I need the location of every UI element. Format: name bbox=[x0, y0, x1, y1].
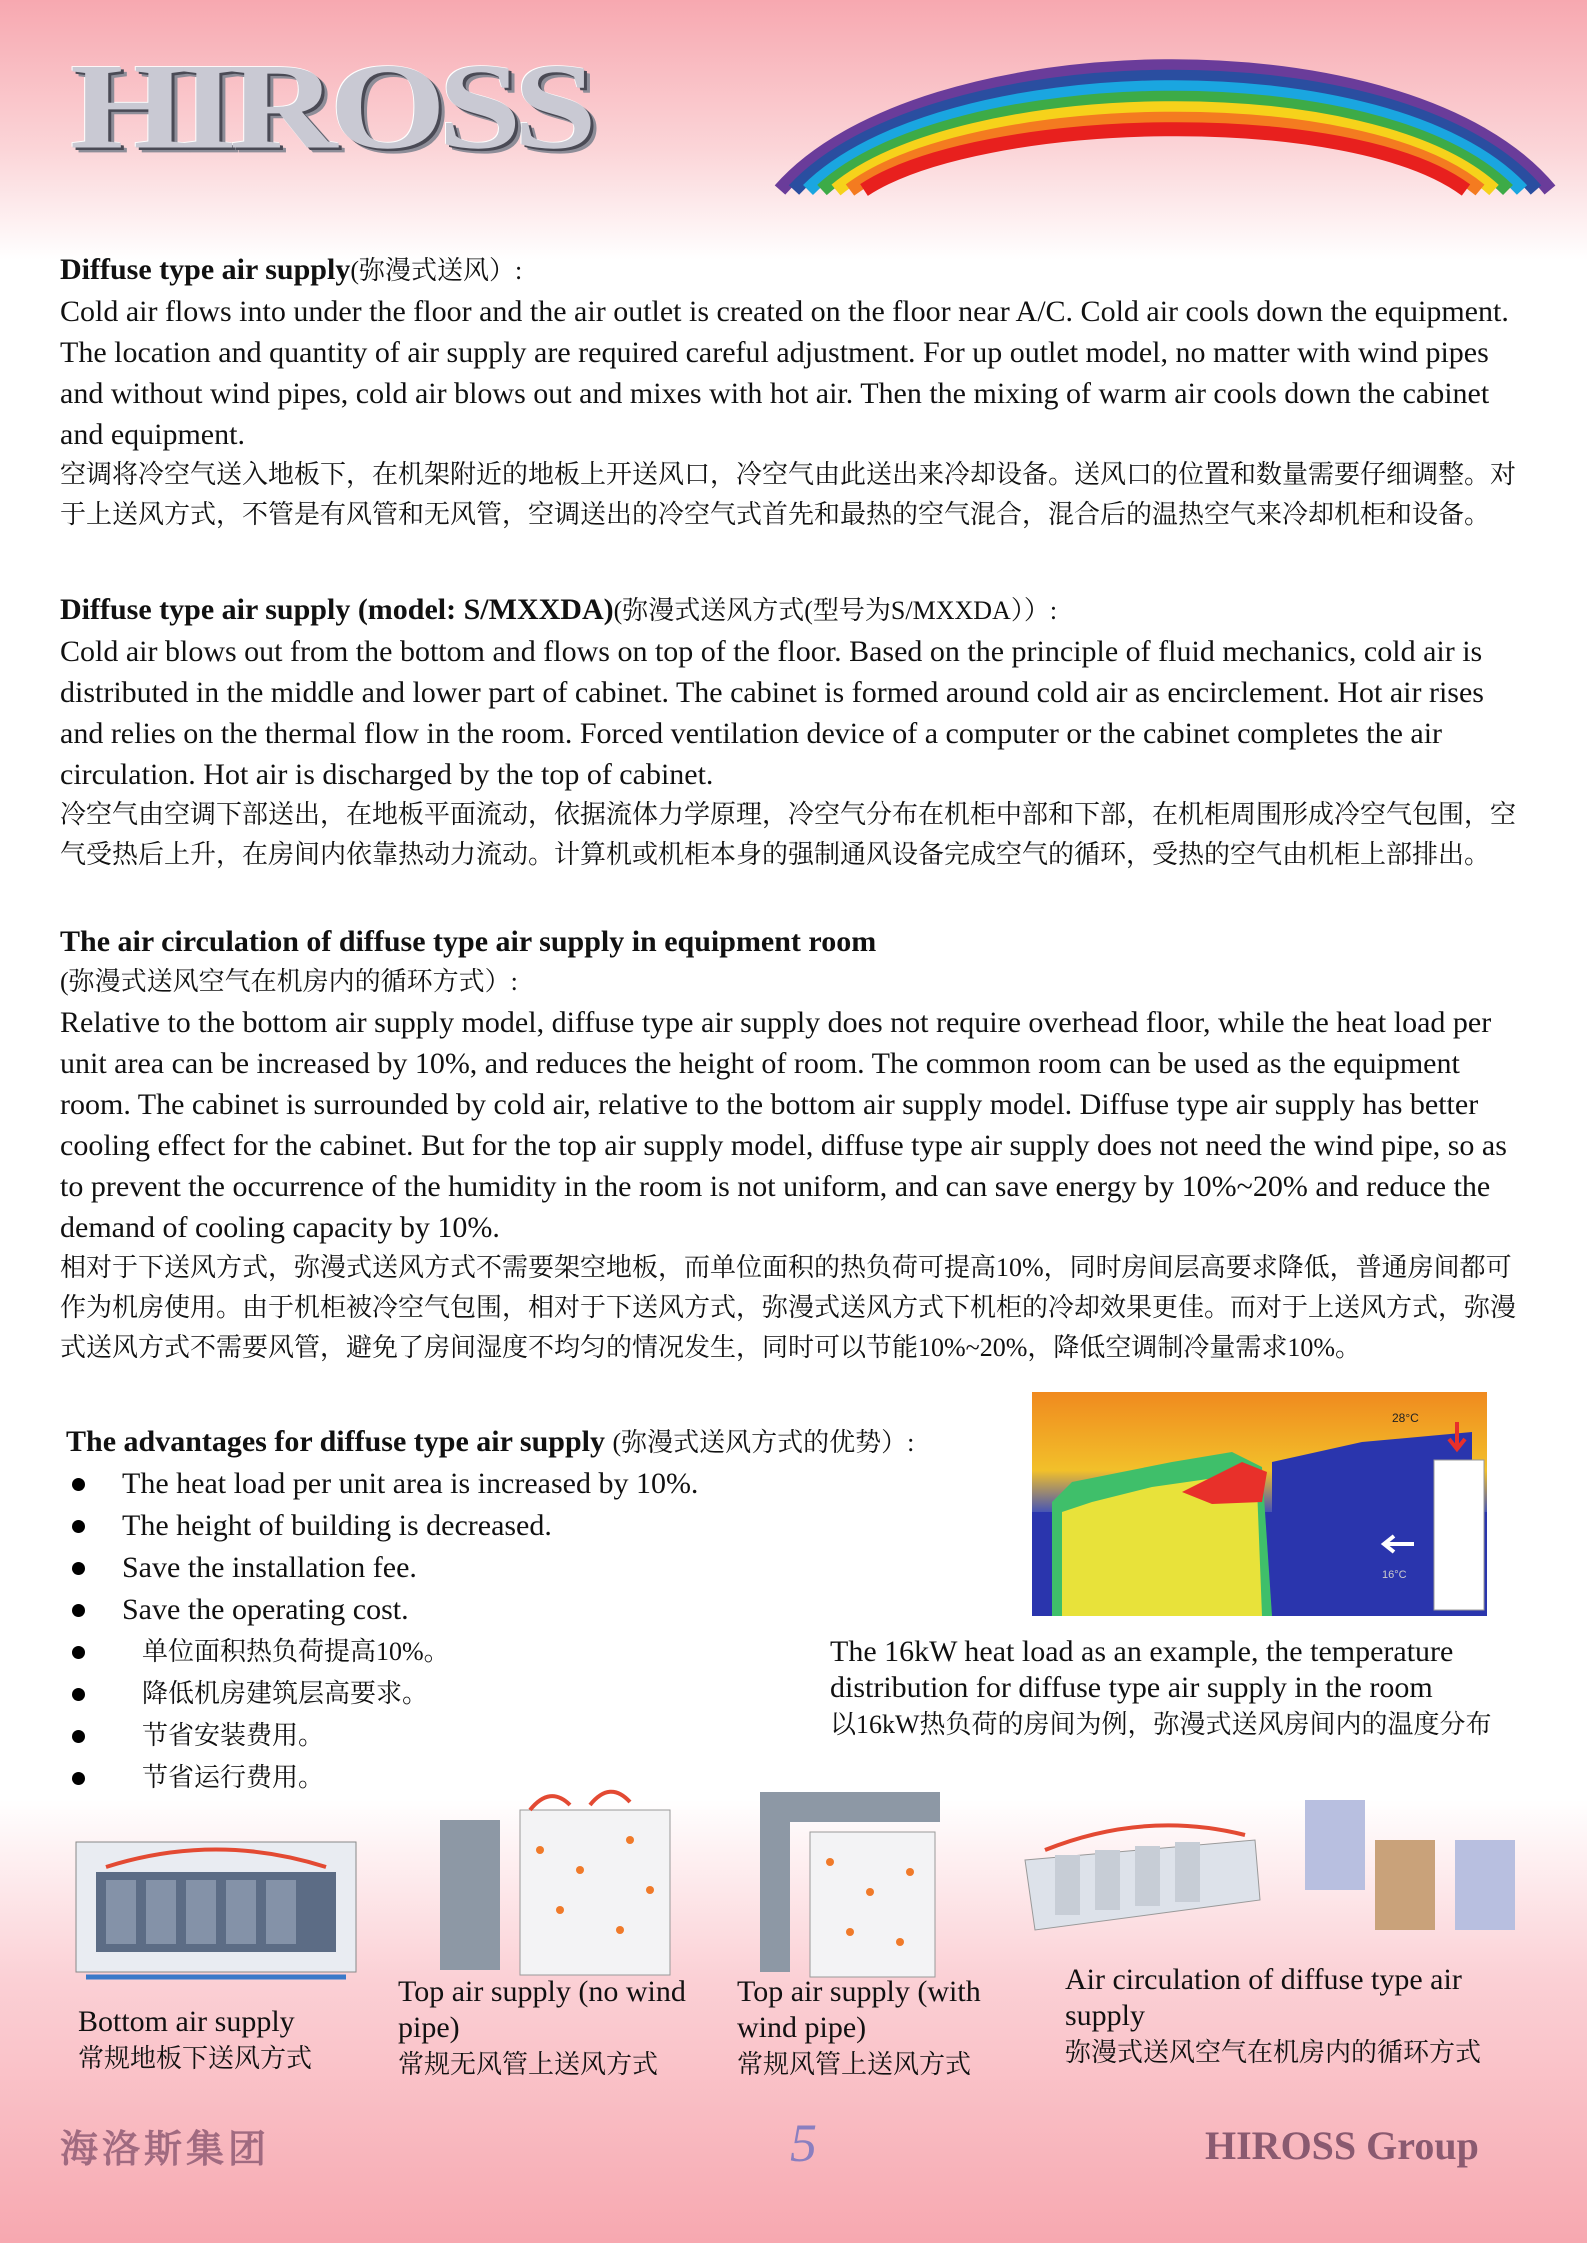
list-item: The heat load per unit area is increased by 10%. bbox=[60, 1463, 760, 1505]
figure-caption-zh: 弥漫式送风空气在机房内的循环方式 bbox=[1065, 2038, 1482, 2067]
thermal-caption-zh: 以16kW热负荷的房间为例，弥漫式送风房间内的温度分布 bbox=[830, 1710, 1492, 1739]
list-item: 节省运行费用。 bbox=[60, 1757, 760, 1799]
thermal-caption bbox=[830, 1634, 1530, 1744]
section-subtitle-zh: (弥漫式送风空气在机房内的循环方式）: bbox=[60, 967, 518, 996]
figure-caption bbox=[1065, 1962, 1540, 2072]
advantages-title: The advantages for diffuse type air supply (弥漫式送风方式的优势）: bbox=[66, 1425, 915, 1458]
section-body-en: Relative to the bottom air supply model, diffuse type air supply does not require overhead floor, while the heat load per unit area can be increased by 10%, and reduces the height of room. The common room can be used as the equipment room. The cabinet is surrounded by cold air, relative to the bottom air supply model. Diffuse type air supply has better cooling effect for the cabinet. But for the top air supply model, diffuse type air supply does not need the wind pipe, so as to prevent the occurrence of the humidity in the room is not uniform, and can save energy by 10%~20% and reduce the demand of cooling capacity by 10%. bbox=[60, 1006, 1507, 1244]
figure-caption-zh: 常规风管上送风方式 bbox=[737, 2050, 972, 2079]
bottom-supply-figure bbox=[66, 1812, 366, 1992]
section-diffuse-model bbox=[60, 590, 1520, 875]
list-item: The height of building is decreased. bbox=[60, 1505, 760, 1547]
thermal-hot-label: 28°C bbox=[1392, 1411, 1419, 1425]
figure-caption-zh: 常规无风管上送风方式 bbox=[398, 2050, 659, 2079]
section-title: Diffuse type air supply (model: S/MXXDA)(弥漫式送风方式(型号为S/MXXDA））: bbox=[60, 593, 1058, 626]
list-item: Save the operating cost. bbox=[60, 1589, 760, 1631]
top-supply-no-pipe-figure bbox=[430, 1780, 680, 1980]
footer-company-cn: 海洛斯集团 bbox=[60, 2129, 271, 2171]
section-body-zh: 空调将冷空气送入地板下，在机架附近的地板上开送风口，冷空气由此送出来冷却设备。送风口的位置和数量需要仔细调整。对于上送风方式，不管是有风管和无风管，空调送出的冷空气式首先和最热的空气混合，混合后的温热空气来冷却机柜和设备。 bbox=[60, 460, 1517, 529]
section-air-circulation bbox=[60, 922, 1520, 1368]
section-body-en: Cold air blows out from the bottom and flows on top of the floor. Based on the principle of fluid mechanics, cold air is distributed in the middle and lower part of cabinet. The cabinet is formed around cold air as encirclement. Hot air rises and relies on the thermal flow in the room. Forced ventilation device of a computer or the cabinet completes the air circulation. Hot air is discharged by the top of cabinet. bbox=[60, 635, 1484, 791]
figure-caption-en: Bottom air supply bbox=[78, 2005, 295, 2038]
section-body-en: Cold air flows into under the floor and the air outlet is created on the floor near A/C. Cold air cools down the equipment. The location and quantity of air supply are required careful adjustment. For up outlet model, no matter with wind pipes and without wind pipes, cold air blows out and mixes with hot air. Then the mixing of warm air cools down the cabinet and equipment. bbox=[60, 295, 1509, 451]
list-item: Save the installation fee. bbox=[60, 1547, 760, 1589]
figure-caption bbox=[737, 1974, 1027, 2084]
figure-caption-en: Air circulation of diffuse type air supply bbox=[1065, 1963, 1462, 2032]
page-number: 5 bbox=[790, 2113, 817, 2173]
section-body-zh: 相对于下送风方式，弥漫式送风方式不需要架空地板，而单位面积的热负荷可提高10%，同时房间层高要求降低，普通房间都可作为机房使用。由于机柜被冷空气包围，相对于下送风方式，弥漫式送风方式下机柜的冷却效果更佳。而对于上送风方式，弥漫式送风方式不需要风管，避免了房间湿度不均匀的情况发生，同时可以节能10%~20%，降低空调制冷量需求10%。 bbox=[60, 1253, 1517, 1362]
figure-caption bbox=[78, 2004, 378, 2078]
hiross-logo: HIROSS bbox=[70, 38, 589, 175]
figure-caption bbox=[398, 1974, 698, 2084]
list-item: 节省安装费用。 bbox=[60, 1715, 760, 1757]
footer-company-en: HIROSS Group bbox=[1205, 2123, 1479, 2168]
figure-caption-en: Top air supply (no wind pipe) bbox=[398, 1975, 686, 2044]
figure-caption-en: Top air supply (with wind pipe) bbox=[737, 1975, 981, 2044]
figure-caption-zh: 常规地板下送风方式 bbox=[78, 2044, 313, 2073]
rainbow-graphic bbox=[770, 40, 1560, 215]
thermal-caption-en: The 16kW heat load as an example, the temperature distribution for diffuse type air supply in the room bbox=[830, 1635, 1454, 1704]
section-diffuse bbox=[60, 250, 1520, 535]
diffuse-circulation-figure bbox=[1015, 1780, 1545, 1960]
thermal-distribution-image bbox=[1032, 1392, 1487, 1616]
section-title: Diffuse type air supply(弥漫式送风）: bbox=[60, 253, 523, 286]
section-body-zh: 冷空气由空调下部送出，在地板平面流动，依据流体力学原理，冷空气分布在机柜中部和下部，在机柜周围形成冷空气包围，空气受热后上升，在房间内依靠热动力流动。计算机或机柜本身的强制通风设备完成空气的循环，受热的空气由机柜上部排出。 bbox=[60, 800, 1517, 869]
thermal-cold-label: 16°C bbox=[1382, 1569, 1407, 1581]
list-item: 降低机房建筑层高要求。 bbox=[60, 1673, 760, 1715]
top-supply-with-pipe-figure bbox=[750, 1782, 950, 1982]
section-title: The air circulation of diffuse type air supply in equipment room bbox=[60, 925, 877, 958]
advantages-list bbox=[60, 1463, 760, 1799]
list-item: 单位面积热负荷提高10%。 bbox=[60, 1631, 760, 1673]
